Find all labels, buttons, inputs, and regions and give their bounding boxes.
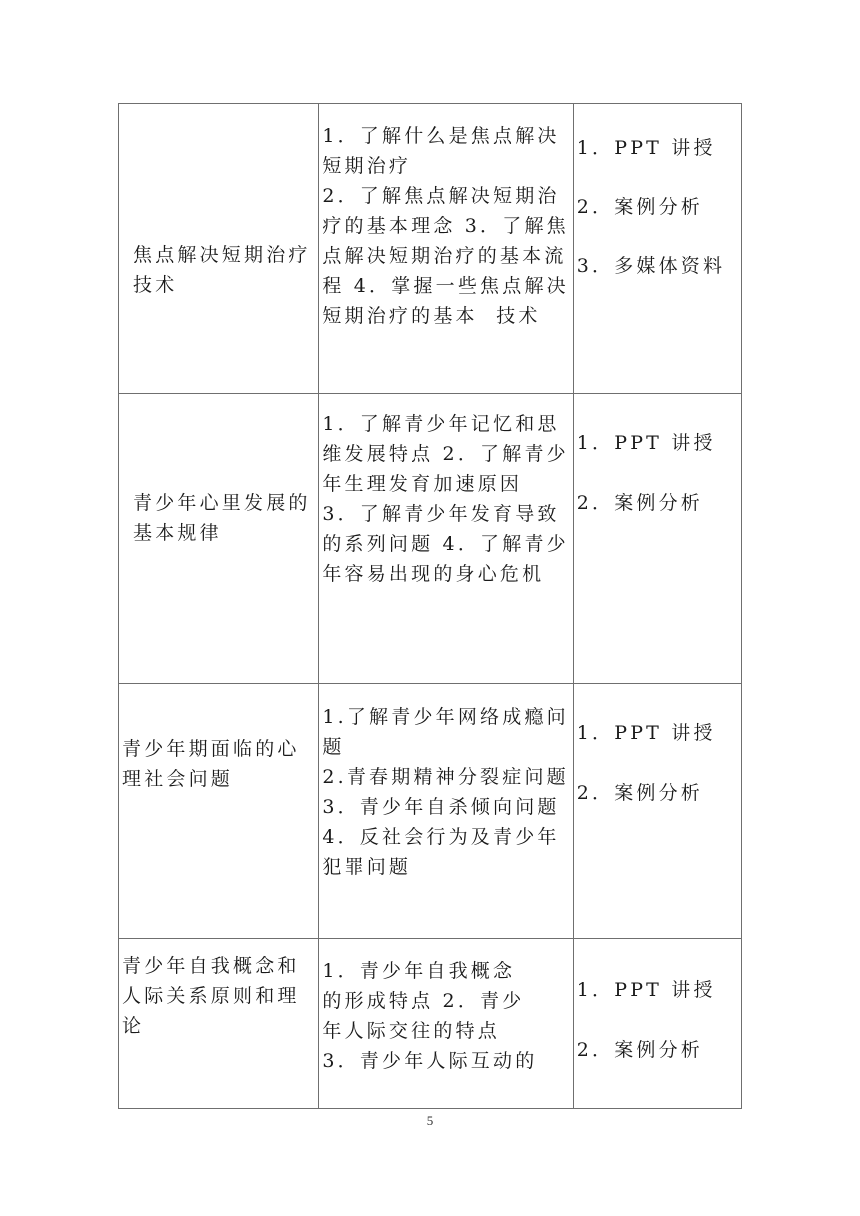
method-item: 2．案例分析 [576, 196, 704, 218]
topic-cell [119, 684, 319, 939]
topic-text: 青少年期面临的心理社会问题 [122, 738, 300, 790]
method-cell [573, 394, 741, 684]
method-item: 1．PPT 讲授 [576, 432, 716, 454]
topic-text: 焦点解决短期治疗技术 [133, 244, 311, 296]
topic-text: 青少年心里发展的基本规律 [133, 492, 311, 544]
content-cell [319, 394, 573, 684]
method-item: 2．案例分析 [576, 492, 704, 514]
table-row [119, 684, 742, 939]
method-item: 3．多媒体资料 [576, 255, 726, 277]
content-text: 1．青少年自我概念 的形成特点 2．青少 年人际交往的特点 3．青少年人际互动的 [322, 960, 538, 1072]
content-cell [319, 104, 573, 394]
method-item: 2．案例分析 [576, 782, 704, 804]
method-cell [573, 939, 741, 1109]
method-cell [573, 684, 741, 939]
content-text: 1.了解青少年网络成瘾问题 2.青春期精神分裂症问题 3．青少年自杀倾向问题 4．反社会行为及青少年犯罪问题 [322, 706, 569, 878]
topic-cell [119, 394, 319, 684]
topic-text: 青少年自我概念和人际关系原则和理论 [122, 955, 300, 1037]
table-row [119, 104, 742, 394]
table-row [119, 394, 742, 684]
method-item: 1．PPT 讲授 [576, 137, 716, 159]
course-content-table [118, 103, 742, 1109]
method-item: 1．PPT 讲授 [576, 979, 716, 1001]
table-row [119, 939, 742, 1109]
page-number: 5 [426, 1113, 434, 1128]
content-text: 1．了解什么是焦点解决短期治疗 2．了解焦点解决短期治疗的基本理念 3．了解焦点解决短期治疗的基本流程 4．掌握一些焦点解决短期治疗的基本 技术 [322, 125, 569, 327]
content-cell [319, 939, 573, 1109]
method-cell [573, 104, 741, 394]
content-cell [319, 684, 573, 939]
topic-cell [119, 939, 319, 1109]
topic-cell [119, 104, 319, 394]
method-item: 2．案例分析 [576, 1039, 704, 1061]
method-item: 1．PPT 讲授 [576, 722, 716, 744]
content-text: 1．了解青少年记忆和思维发展特点 2．了解青少年生理发育加速原因 3．了解青少年发育导致的系列问题 4．了解青少年容易出现的身心危机 [322, 413, 569, 585]
